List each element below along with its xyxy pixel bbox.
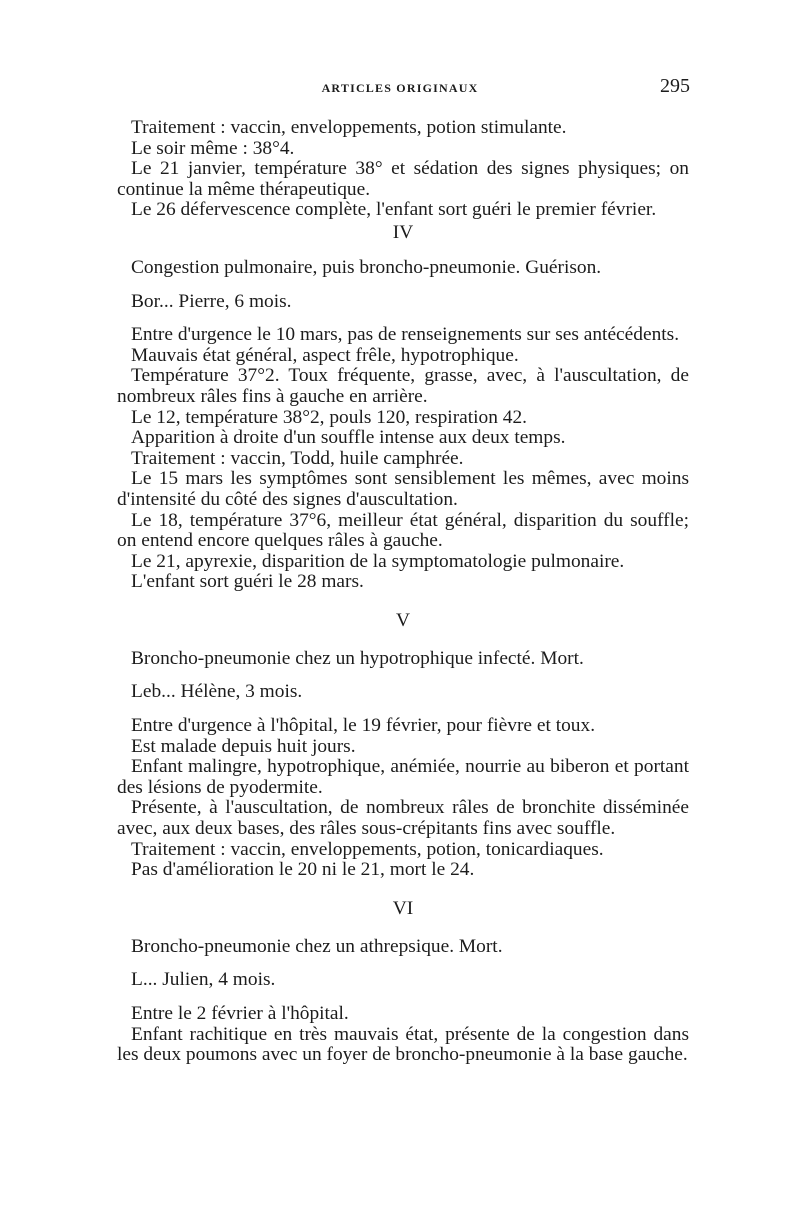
paragraph: Le soir même : 38°4. [131,137,295,159]
body-text [117,118,689,1066]
paragraph: Enfant rachitique en très mauvais état, présente de la congestion dans les deux poumons avec un foyer de broncho-pneumonie à la base gauche. [117,1023,689,1066]
running-head [0,75,800,99]
paragraph: Le 18, température 37°6, meilleur état général, disparition du souffle; on entend encore quelques râles à gauche. [117,509,689,552]
paragraph: Entre le 2 février à l'hôpital. [131,1003,349,1024]
paragraph: Traitement : vaccin, Todd, huile camphrée. [131,447,464,469]
paragraph: Est malade depuis huit jours. [131,735,356,757]
case-title: Broncho-pneumonie chez un athrepsique. Mort. [131,935,503,957]
paragraph: Le 12, température 38°2, pouls 120, respiration 42. [131,406,528,428]
case-title: Congestion pulmonaire, puis broncho-pneumonie. Guérison. [131,256,602,278]
paragraph: Traitement : vaccin, enveloppements, potion stimulante. [131,117,567,138]
paragraph: Mauvais état général, aspect frêle, hypotrophique. [131,344,519,366]
paragraph: Le 21 janvier, température 38° et sédation des signes physiques; on continue la même thérapeutique. [117,158,689,200]
section-number: V [395,609,410,631]
paragraph: Le 21, apyrexie, disparition de la symptomatologie pulmonaire. [131,550,625,572]
patient-name: Bor... Pierre, 6 mois. [131,290,292,312]
paragraph: Traitement : vaccin, enveloppements, potion, tonicardiaques. [131,838,604,860]
patient-name: Leb... Hélène, 3 mois. [131,681,303,703]
paragraph: Entre d'urgence à l'hôpital, le 19 février, pour fièvre et toux. [131,715,596,737]
running-title: ARTICLES ORIGINAUX [321,81,479,95]
paragraph: Apparition à droite d'un souffle intense aux deux temps. [131,427,566,449]
section-number: IV [392,221,414,243]
paragraph: Entre d'urgence le 10 mars, pas de renseignements sur ses antécédents. [131,324,680,346]
paragraph: Pas d'amélioration le 20 ni le 21, mort le 24. [131,859,475,881]
paragraph: Le 15 mars les symptômes sont sensiblement les mêmes, avec moins d'intensité du côté des signes d'auscultation. [117,468,689,510]
patient-name: L... Julien, 4 mois. [131,969,276,991]
case-title: Broncho-pneumonie chez un hypotrophique infecté. Mort. [131,647,584,669]
paragraph: Le 26 défervescence complète, l'enfant sort guéri le premier février. [131,199,657,221]
section-number: VI [392,897,414,919]
paragraph: Présente, à l'auscultation, de nombreux râles de bronchite disséminée avec, aux deux bases, des râles sous-crépitants fins avec souffle. [117,797,689,840]
paragraph: Enfant malingre, hypotrophique, anémiée, nourrie au biberon et portant des lésions de pyodermite. [117,756,689,798]
page-number: 295 [660,75,690,97]
paragraph: Température 37°2. Toux fréquente, grasse, avec, à l'auscultation, de nombreux râles fins à gauche en arrière. [117,365,689,407]
paragraph: L'enfant sort guéri le 28 mars. [131,571,364,593]
